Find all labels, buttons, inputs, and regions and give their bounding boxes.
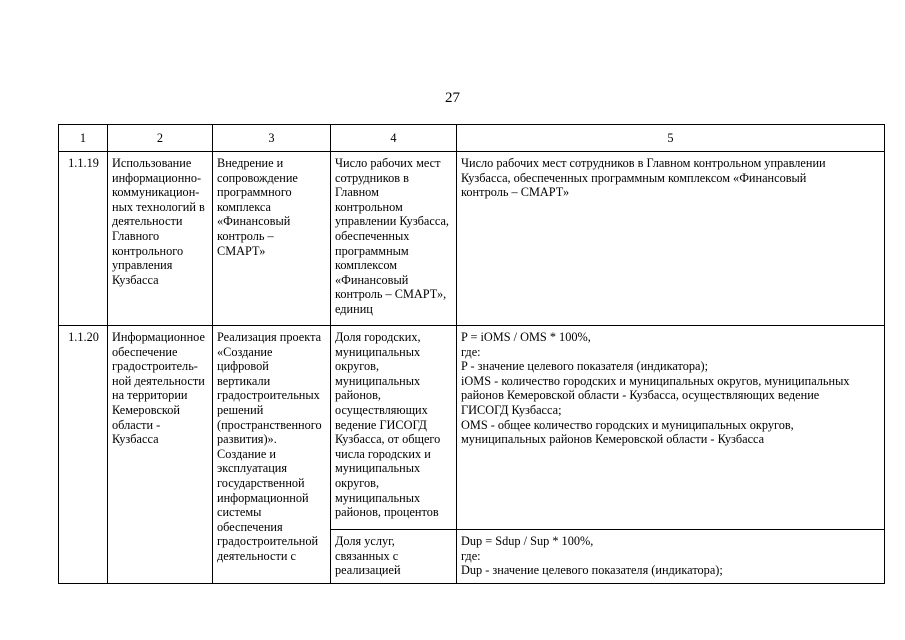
text-line: программного <box>217 185 292 200</box>
text-line: области - <box>112 417 161 432</box>
text-line: обеспечение <box>112 344 178 359</box>
text-line: Кузбасса <box>112 272 159 287</box>
text-line: Создание и <box>217 446 276 461</box>
header-cell: 1 <box>59 125 108 152</box>
text-line: информационной <box>217 490 309 505</box>
text-line: Число рабочих мест <box>335 156 441 170</box>
text-line: обеспечения <box>217 519 283 534</box>
text-line: ведение ГИСОГД <box>335 417 427 432</box>
text-line: обеспеченных <box>335 228 410 243</box>
text-line: числа городских и <box>335 446 431 461</box>
text-line: Dup - значение целевого показателя (индикатора); <box>461 563 723 578</box>
text-line: единиц <box>335 301 373 316</box>
text-line: управления <box>112 258 173 273</box>
text-line: «Финансовый <box>335 272 409 287</box>
table-row <box>59 326 885 530</box>
text-line: деятельности с <box>217 548 296 563</box>
header-cell: 3 <box>213 125 331 152</box>
measure-cell <box>213 152 331 326</box>
indicator-cell <box>331 530 457 584</box>
text-line: системы <box>217 505 262 520</box>
text-line: Доля услуг, <box>335 534 395 548</box>
text-line: контроль – <box>217 228 274 243</box>
text-line: сопровождение <box>217 170 298 185</box>
text-line: Кузбасса, обеспеченных программным комплексом «Финансовый <box>461 170 807 185</box>
text-line: Внедрение и <box>217 156 284 170</box>
text-line: Кузбасса, от общего <box>335 432 441 447</box>
method-cell <box>457 326 885 530</box>
text-line: контрольном <box>335 199 403 214</box>
method-cell <box>457 152 885 326</box>
text-line: осуществляющих <box>335 402 428 417</box>
text-line: где: <box>461 344 481 359</box>
text-line: информационно- <box>112 170 202 185</box>
text-line: «Финансовый <box>217 214 291 229</box>
text-line: комплекса <box>217 199 271 214</box>
text-line: градостроитель- <box>112 359 198 374</box>
method-cell <box>457 530 885 584</box>
text-line: государственной <box>217 475 305 490</box>
text-line: муниципальных <box>335 461 421 476</box>
measure-cell <box>213 326 331 584</box>
text-line: P - значение целевого показателя (индикатора); <box>461 359 708 374</box>
text-line: Главном <box>335 185 379 200</box>
row-number: 1.1.20 <box>59 326 108 584</box>
text-line: контроль – СМАРТ», <box>335 287 447 302</box>
text-line: ГИСОГД Кузбасса; <box>461 402 562 417</box>
text-line: Использование <box>112 156 192 170</box>
text-line: программным <box>335 243 409 258</box>
text-line: муниципальных <box>335 344 421 359</box>
text-line: эксплуатация <box>217 461 288 476</box>
text-line: муниципальных <box>335 490 421 505</box>
text-line: районов, <box>335 388 381 403</box>
text-line: Доля городских, <box>335 330 421 344</box>
text-line: Dup = Sdup / Sup * 100%, <box>461 534 594 548</box>
text-line: Главного <box>112 228 160 243</box>
page-number: 27 <box>445 90 460 106</box>
text-line: контрольного <box>112 243 184 258</box>
text-line: ных технологий в <box>112 199 205 214</box>
text-line: сотрудников в <box>335 170 409 185</box>
row-number: 1.1.19 <box>59 152 108 326</box>
text-line: P = iOMS / OMS * 100%, <box>461 330 591 344</box>
text-line: градостроительных <box>217 388 320 403</box>
text-line: Кемеровской <box>112 402 180 417</box>
text-line: градостроительной <box>217 534 319 549</box>
text-line: СМАРТ» <box>217 243 266 258</box>
text-line: районов Кемеровской области - Кузбасса, осуществляющих ведение <box>461 388 820 403</box>
text-line: Информационное <box>112 330 205 344</box>
text-line: комплексом <box>335 258 398 273</box>
text-line: где: <box>461 548 481 563</box>
event-name-cell <box>108 152 213 326</box>
text-line: управлении Кузбасса, <box>335 214 449 229</box>
text-line: округов, <box>335 475 380 490</box>
table-row <box>59 152 885 326</box>
text-line: на территории <box>112 388 188 403</box>
text-line: районов, процентов <box>335 505 439 520</box>
indicator-table <box>58 124 885 584</box>
text-line: «Создание <box>217 344 273 359</box>
text-line: развития)». <box>217 432 277 447</box>
text-line: вертикали <box>217 373 271 388</box>
text-line: iOMS - количество городских и муниципальных округов, муниципальных <box>461 373 850 388</box>
indicator-cell <box>331 152 457 326</box>
text-line: цифровой <box>217 359 269 374</box>
text-line: муниципальных районов Кемеровской области - Кузбасса <box>461 432 765 447</box>
text-line: OMS - общее количество городских и муниципальных округов, <box>461 417 794 432</box>
text-line: реализацией <box>335 563 401 578</box>
text-line: связанных с <box>335 548 399 563</box>
text-line: муниципальных <box>335 373 421 388</box>
text-line: коммуникацион- <box>112 185 200 200</box>
text-line: Число рабочих мест сотрудников в Главном контрольном управлении <box>461 156 826 170</box>
indicator-cell <box>331 326 457 530</box>
text-line: округов, <box>335 359 380 374</box>
text-line: Реализация проекта <box>217 330 322 344</box>
text-line: деятельности <box>112 214 183 229</box>
text-line: решений <box>217 402 264 417</box>
header-cell: 5 <box>457 125 885 152</box>
text-line: (пространственного <box>217 417 322 432</box>
event-name-cell <box>108 326 213 584</box>
header-cell: 2 <box>108 125 213 152</box>
text-line: ной деятельности <box>112 373 205 388</box>
text-line: контроль – СМАРТ» <box>461 185 570 200</box>
header-cell: 4 <box>331 125 457 152</box>
text-line: Кузбасса <box>112 432 159 447</box>
table-header-row <box>59 125 885 152</box>
